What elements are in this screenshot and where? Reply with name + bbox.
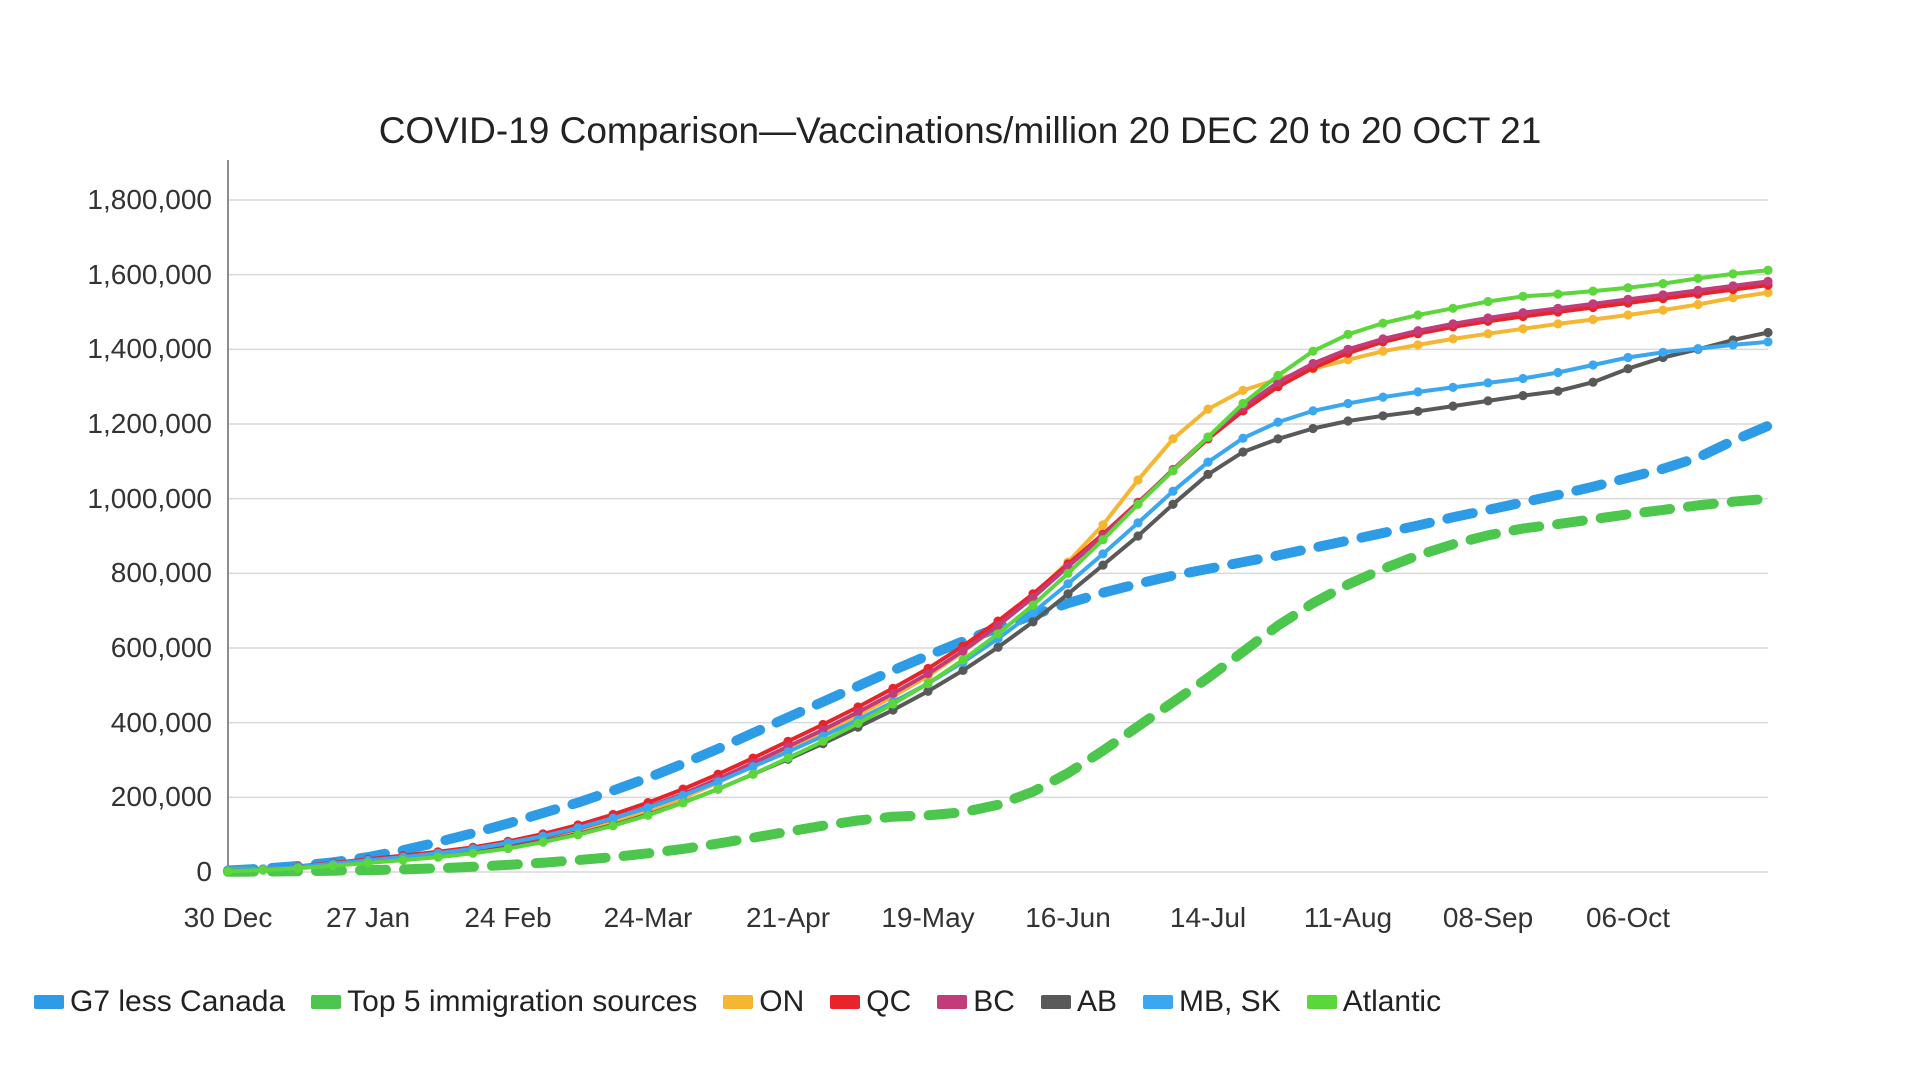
series-marker	[1763, 277, 1772, 286]
series-marker	[1308, 359, 1317, 368]
series-marker	[783, 754, 792, 763]
legend-item[interactable]	[1143, 985, 1281, 1019]
series-marker	[1203, 433, 1212, 442]
x-axis-tick-label: 27 Jan	[325, 902, 411, 933]
series-line	[228, 333, 1768, 872]
legend-item[interactable]	[830, 985, 911, 1019]
series-marker	[573, 830, 582, 839]
series-marker	[1448, 304, 1457, 313]
series-marker	[888, 689, 897, 698]
legend-swatch-icon	[723, 995, 753, 1009]
series-marker	[1623, 310, 1632, 319]
series-marker	[468, 849, 477, 858]
series-marker	[1238, 447, 1247, 456]
series-line	[228, 293, 1768, 872]
legend-item-label: BC	[973, 985, 1015, 1018]
legend-swatch-icon	[1041, 995, 1071, 1009]
series-marker	[923, 669, 932, 678]
legend-item-label: Atlantic	[1342, 985, 1442, 1018]
series-marker	[643, 811, 652, 820]
x-axis-tick-label: 21-Apr	[745, 902, 831, 933]
legend-swatch-icon	[830, 995, 860, 1009]
series-marker	[1098, 549, 1107, 558]
series-marker	[1518, 324, 1527, 333]
legend-item-label: QC	[866, 985, 912, 1018]
series-marker	[223, 867, 232, 876]
series-marker	[1028, 601, 1037, 610]
series-marker	[993, 629, 1002, 638]
legend-item[interactable]	[311, 985, 697, 1019]
series-marker	[1028, 617, 1037, 626]
y-axis-tick-label: 0	[196, 856, 212, 887]
x-axis-tick-label: 24-Mar	[603, 902, 693, 933]
legend-item-label: G7 less Canada	[70, 985, 286, 1018]
series-marker	[1623, 295, 1632, 304]
series-marker	[1728, 340, 1737, 349]
series-marker	[1203, 458, 1212, 467]
series-marker	[1483, 378, 1492, 387]
series-marker	[1693, 274, 1702, 283]
series-marker	[363, 858, 372, 867]
series-marker	[1308, 347, 1317, 356]
y-axis-tick-label: 600,000	[110, 632, 212, 663]
series-marker	[853, 719, 862, 728]
y-axis-tick-label: 1,200,000	[87, 408, 212, 439]
series-marker	[1168, 434, 1177, 443]
series-marker	[1518, 292, 1527, 301]
series-marker	[1098, 520, 1107, 529]
series-marker	[1483, 329, 1492, 338]
series-marker	[1063, 579, 1072, 588]
series-marker	[1693, 300, 1702, 309]
series-marker	[1588, 299, 1597, 308]
series-marker	[1063, 589, 1072, 598]
series-marker	[1553, 304, 1562, 313]
series-marker	[958, 655, 967, 664]
series-marker	[1448, 334, 1457, 343]
series-marker	[1238, 386, 1247, 395]
series-marker	[1658, 348, 1667, 357]
series-marker	[1623, 353, 1632, 362]
series-marker	[1553, 290, 1562, 299]
series-marker	[1168, 500, 1177, 509]
series-marker	[608, 821, 617, 830]
series-marker	[1378, 347, 1387, 356]
series-marker	[1693, 286, 1702, 295]
series-marker	[1728, 269, 1737, 278]
series-marker	[1343, 399, 1352, 408]
series-marker	[1483, 313, 1492, 322]
series-marker	[1133, 500, 1142, 509]
series-marker	[1413, 326, 1422, 335]
x-axis-tick-label: 08-Sep	[1442, 902, 1534, 933]
series-marker	[993, 643, 1002, 652]
legend-item[interactable]	[937, 985, 1015, 1019]
series-marker	[1763, 337, 1772, 346]
series-marker	[1413, 310, 1422, 319]
chart-title: COVID-19 Comparison—Vaccinations/million 20 DEC 20 to 20 OCT 21	[378, 110, 1542, 151]
series-marker	[1273, 371, 1282, 380]
series-marker	[1343, 330, 1352, 339]
series-line	[228, 499, 1768, 872]
series-marker	[1658, 290, 1667, 299]
series-marker	[293, 864, 302, 873]
x-axis-tick-label: 24 Feb	[464, 902, 552, 933]
series-marker	[1728, 293, 1737, 302]
series-line	[228, 281, 1768, 871]
series-marker	[1588, 360, 1597, 369]
series-marker	[1483, 297, 1492, 306]
series-marker	[1063, 569, 1072, 578]
series-marker	[1658, 279, 1667, 288]
series-line	[228, 342, 1768, 871]
series-marker	[713, 785, 722, 794]
series-marker	[1693, 344, 1702, 353]
legend-item[interactable]	[34, 985, 285, 1019]
series-marker	[1238, 434, 1247, 443]
series-marker	[1378, 319, 1387, 328]
legend-swatch-icon	[311, 995, 341, 1009]
x-axis-tick-label: 14-Jul	[1169, 902, 1247, 933]
legend-item[interactable]	[723, 985, 804, 1019]
series-marker	[1518, 391, 1527, 400]
series-marker	[1553, 319, 1562, 328]
y-axis-tick-label: 1,600,000	[87, 258, 212, 290]
series-marker	[328, 861, 337, 870]
series-marker	[1553, 387, 1562, 396]
series-marker	[1448, 319, 1457, 328]
series-marker	[1518, 308, 1527, 317]
series-marker	[1238, 399, 1247, 408]
y-axis-tick-label: 1,000,000	[87, 482, 212, 514]
legend-item-label: AB	[1076, 985, 1118, 1018]
series-marker	[1378, 393, 1387, 402]
y-axis-tick-label: 200,000	[110, 781, 212, 813]
legend-swatch-icon	[937, 995, 967, 1009]
series-marker	[1448, 402, 1457, 411]
x-axis-tick-label: 19-May	[881, 902, 975, 933]
series-marker	[503, 844, 512, 853]
series-marker	[818, 737, 827, 746]
series-marker	[1588, 287, 1597, 296]
series-marker	[1203, 405, 1212, 414]
series-marker	[1168, 466, 1177, 475]
series-marker	[1098, 561, 1107, 570]
series-marker	[958, 646, 967, 655]
x-axis-tick-label: 30 Dec	[183, 902, 273, 933]
series-marker	[1203, 470, 1212, 479]
legend-swatch-icon	[1143, 995, 1173, 1009]
series-marker	[1378, 334, 1387, 343]
x-axis-tick-label: 16-Jun	[1025, 902, 1111, 933]
series-marker	[958, 666, 967, 675]
y-axis-tick-label: 400,000	[110, 706, 212, 738]
series-marker	[1553, 368, 1562, 377]
series-marker	[1763, 328, 1772, 337]
legend-item-label: MB, SK	[1179, 985, 1281, 1018]
y-axis-tick-label: 800,000	[110, 557, 212, 589]
series-marker	[1308, 424, 1317, 433]
series-marker	[1518, 374, 1527, 383]
series-marker	[1658, 306, 1667, 315]
series-marker	[1273, 434, 1282, 443]
series-marker	[923, 679, 932, 688]
series-marker	[1133, 518, 1142, 527]
legend-item-label: Top 5 immigration sources	[347, 985, 698, 1018]
y-axis-tick-label: 1,400,000	[87, 333, 212, 365]
series-marker	[1378, 411, 1387, 420]
series-line	[228, 270, 1768, 871]
series-marker	[748, 770, 757, 779]
series-marker	[1168, 487, 1177, 496]
series-marker	[1413, 340, 1422, 349]
legend-swatch-icon	[1307, 995, 1337, 1009]
legend-swatch-icon	[34, 995, 64, 1009]
legend-item-label: ON	[759, 985, 805, 1018]
series-marker	[1623, 364, 1632, 373]
series-marker	[1098, 535, 1107, 544]
series-marker	[1448, 383, 1457, 392]
series-marker	[1413, 407, 1422, 416]
legend-item[interactable]	[1307, 985, 1441, 1019]
series-marker	[1483, 396, 1492, 405]
series-line	[228, 285, 1768, 871]
series-marker	[888, 699, 897, 708]
x-axis-tick-label: 11-Aug	[1303, 902, 1393, 933]
series-marker	[678, 798, 687, 807]
series-marker	[1273, 418, 1282, 427]
y-axis-tick-label: 1,800,000	[87, 184, 212, 215]
chart-legend	[0, 985, 1920, 1019]
legend-item[interactable]	[1041, 985, 1117, 1019]
series-marker	[1133, 475, 1142, 484]
series-marker	[1308, 406, 1317, 415]
x-axis-tick-label: 06-Oct	[1585, 902, 1671, 933]
series-marker	[1588, 378, 1597, 387]
series-marker	[538, 838, 547, 847]
series-marker	[258, 866, 267, 875]
series-marker	[1763, 266, 1772, 275]
series-marker	[1343, 416, 1352, 425]
series-marker	[1413, 387, 1422, 396]
series-marker	[1343, 345, 1352, 354]
series-marker	[433, 853, 442, 862]
series-marker	[1728, 281, 1737, 290]
series-marker	[1588, 315, 1597, 324]
series-marker	[398, 856, 407, 865]
series-marker	[1133, 531, 1142, 540]
series-marker	[1623, 283, 1632, 292]
